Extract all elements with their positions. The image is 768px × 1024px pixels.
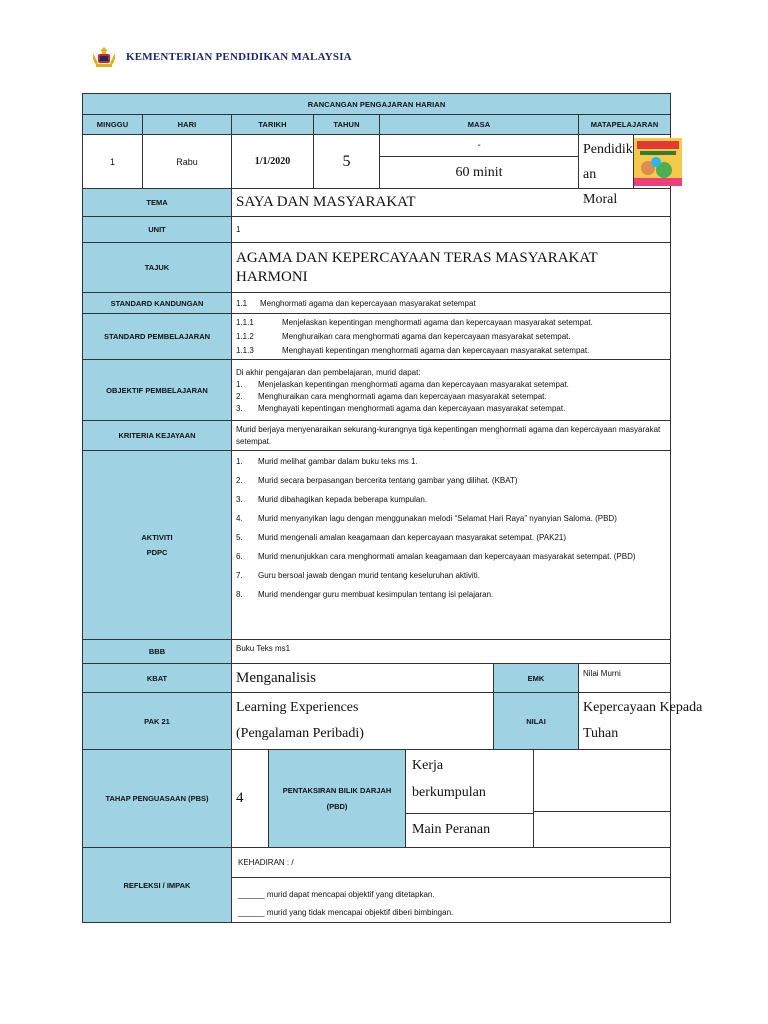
value-masa-top: - [380, 135, 579, 157]
value-pak21: Learning Experiences (Pengalaman Peribadi) [232, 693, 494, 750]
value-hari: Rabu [143, 135, 232, 189]
value-tajuk: AGAMA DAN KEPERCAYAAN TERAS MASYARAKAT HARMONI [232, 243, 671, 293]
list-item: 2. Murid secara berpasangan bercerita tentang gambar yang dilihat. (KBAT) [236, 476, 518, 485]
value-bbb: Buku Teks ms1 [232, 640, 671, 664]
list-item: 1. Menjelaskan kepentingan menghormati agama dan kepercayaan masyarakat setempat. [236, 379, 569, 389]
label-bbb: BBB [83, 640, 232, 664]
list-item: 2. Menghuraikan cara menghormati agama dan kepercayaan masyarakat setempat. [236, 391, 547, 401]
label-kbat: KBAT [83, 664, 232, 693]
list-item: 7. Guru bersoal jawab dengan murid tentang keseluruhan aktiviti. [236, 571, 480, 580]
value-standard-kandungan: 1.1 Menghormati agama dan kepercayaan masyarakat setempat [232, 293, 671, 314]
header-minggu: MINGGU [83, 115, 143, 135]
list-item: 1. Murid melihat gambar dalam buku teks ms 1. [236, 457, 418, 466]
ministry-name: KEMENTERIAN PENDIDIKAN MALAYSIA [126, 51, 352, 63]
value-kriteria: Murid berjaya menyenaraikan sekurang-kurangnya tiga kepentingan menghormati agama dan kepercayaan masyarakat setempat. [232, 421, 671, 451]
header-hari: HARI [143, 115, 232, 135]
label-tema: TEMA [83, 189, 232, 217]
value-nilai: Kepercayaan Kepada Tuhan [579, 693, 671, 750]
subject-name: Pendidik an Moral [579, 135, 634, 188]
list-item: 8. Murid mendengar guru membuat kesimpulan tentang isi pelajaran. [236, 590, 494, 599]
label-nilai: NILAI [494, 693, 579, 750]
value-unit: 1 [232, 217, 671, 243]
pbd-note-1 [534, 750, 670, 811]
list-item: 1.1.3 Menghayati kepentingan menghormati agama dan kepercayaan masyarakat setempat. [236, 345, 590, 355]
list-item: 1.1.2 Menghuraikan cara menghormati agama dan kepercayaan masyarakat setempat. [236, 331, 571, 341]
value-masa-duration: 60 minit [380, 157, 579, 189]
pbd-notes [534, 750, 670, 847]
label-kriteria: KRITERIA KEJAYAAN [83, 421, 232, 451]
header-masa: MASA [380, 115, 579, 135]
malaysia-crest-icon [90, 45, 118, 69]
label-tahap: TAHAP PENGUASAAN (PBS) [83, 750, 232, 848]
pbd-method-main-peranan: Main Peranan [406, 813, 533, 847]
textbook-cover-icon [634, 138, 682, 186]
table-title: RANCANGAN PENGAJARAN HARIAN [83, 94, 671, 115]
refleksi-line-2: ______ murid yang tidak mencapai objektif diberi bimbingan. [238, 908, 454, 917]
value-aktiviti [232, 451, 671, 640]
list-item: 5. Murid mengenali amalan keagamaan dan kepercayaan masyarakat setempat. (PAK21) [236, 533, 567, 542]
subject-cell [579, 135, 671, 207]
list-item: 1.1.1 Menjelaskan kepentingan menghormati agama dan kepercayaan masyarakat setempat. [236, 317, 593, 327]
label-standard-pembelajaran: STANDARD PEMBELAJARAN [83, 314, 232, 360]
value-objektif [232, 360, 671, 421]
page-header [90, 44, 352, 70]
pbd-note-2 [534, 811, 670, 847]
list-item: 6. Murid menunjukkan cara menghormati amalan keagamaan dan kepercayaan masyarakat setempat. (PBD) [236, 552, 636, 561]
label-refleksi: REFLEKSI / IMPAK [83, 848, 232, 923]
pbd-method-kerja: Kerja berkumpulan [412, 758, 486, 800]
value-tarikh: 1/1/2020 [232, 135, 314, 189]
refleksi-block [232, 848, 671, 923]
header-matapelajaran: MATAPELAJARAN [579, 115, 671, 135]
label-objektif: OBJEKTIF PEMBELAJARAN [83, 360, 232, 421]
list-item: 3. Murid dibahagikan kepada beberapa kumpulan. [236, 495, 428, 504]
value-tahun: 5 [314, 135, 380, 189]
label-unit: UNIT [83, 217, 232, 243]
header-tahun: TAHUN [314, 115, 380, 135]
value-minggu: 1 [83, 135, 143, 189]
refleksi-line-1: ______ murid dapat mencapai objektif yang ditetapkan. [238, 890, 435, 899]
label-pak21: PAK 21 [83, 693, 232, 750]
kehadiran-line: KEHADIRAN : / [232, 848, 670, 878]
value-kbat: Menganalisis [232, 664, 494, 693]
value-tema: SAYA DAN MASYARAKAT [232, 189, 671, 217]
value-standard-pembelajaran [232, 314, 671, 360]
list-item: 3. Menghayati kepentingan menghormati agama dan kepercayaan masyarakat setempat. [236, 403, 566, 413]
label-tajuk: TAJUK [83, 243, 232, 293]
label-emk: EMK [494, 664, 579, 693]
label-pbd: PENTAKSIRAN BILIK DARJAH (PBD) [269, 750, 406, 847]
label-standard-kandungan: STANDARD KANDUNGAN [83, 293, 232, 314]
pbd-methods [406, 750, 534, 847]
value-tahap: 4 [232, 750, 269, 847]
textbook-cover [634, 135, 682, 188]
list-item: 4. Murid menyanyikan lagu dengan menggunakan melodi “Selamat Hari Raya” nyanyian Saloma. (PBD) [236, 514, 617, 523]
label-aktiviti: AKTIVITI PDPC [83, 451, 232, 640]
objektif-intro: Di akhir pengajaran dan pembelajaran, murid dapat: [236, 367, 421, 377]
value-emk: Nilai Murni [579, 664, 671, 693]
lesson-plan-table [82, 93, 703, 923]
header-tarikh: TARIKH [232, 115, 314, 135]
tahap-block [232, 750, 671, 848]
